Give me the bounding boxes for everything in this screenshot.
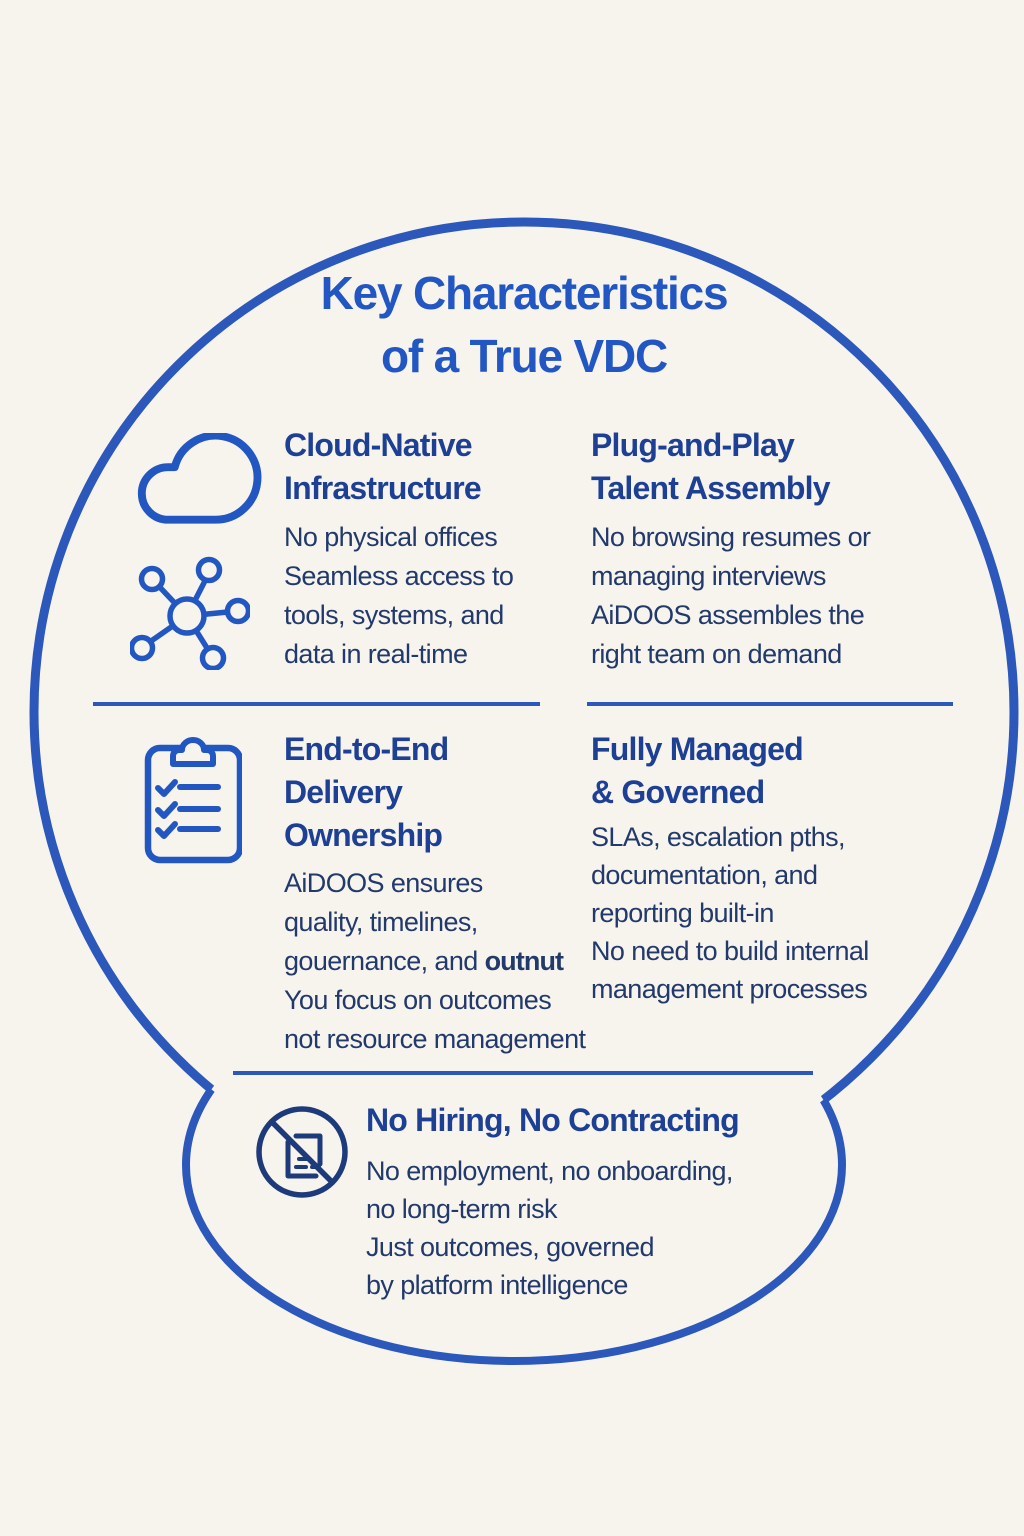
- body-line: No physical offices: [284, 522, 498, 552]
- body-line: quality, timelines,: [284, 907, 478, 937]
- body-line: right team on demand: [591, 639, 842, 669]
- body-line: SLAs, escalation pths,: [591, 822, 845, 852]
- body-line: management processes: [591, 974, 868, 1004]
- heading-plug-and-play: [591, 424, 931, 510]
- body-line: You focus on outcomes: [284, 985, 552, 1015]
- page-title-line2: of a True VDC: [380, 330, 667, 382]
- body-line: AiDOOS assembles the: [591, 600, 865, 630]
- page-title: [24, 262, 1024, 388]
- body-line: not resource management: [284, 1024, 586, 1054]
- body-cloud-native: [284, 518, 604, 674]
- body-line: managing interviews: [591, 561, 826, 591]
- heading-plug-and-play-line2: Talent Assembly: [591, 470, 830, 506]
- body-line: data in real-time: [284, 639, 468, 669]
- body-line: reporting built-in: [591, 898, 774, 928]
- body-line: Seamless access to: [284, 561, 514, 591]
- body-line: No browsing resumes or: [591, 522, 871, 552]
- heading-end-to-end-line2: Delivery: [284, 774, 403, 810]
- heading-end-to-end: [284, 728, 584, 857]
- heading-cloud-native: [284, 424, 604, 510]
- body-fragment: gouernance, and: [284, 946, 485, 976]
- heading-fully-managed-line2: & Governed: [591, 774, 765, 810]
- body-line: documentation, and: [591, 860, 818, 890]
- body-line: no long-term risk: [366, 1194, 557, 1224]
- no-document-icon: [254, 1104, 350, 1200]
- body-line: tools, systems, and: [284, 600, 504, 630]
- page-title-line1: Key Characteristics: [320, 267, 728, 319]
- heading-plug-and-play-line1: Plug-and-Play: [591, 427, 794, 463]
- body-plug-and-play: [591, 518, 931, 674]
- body-line: AiDOOS ensures: [284, 868, 483, 898]
- heading-end-to-end-line1: End-to-End: [284, 731, 449, 767]
- heading-cloud-native-line2: Infrastructure: [284, 470, 481, 506]
- heading-fully-managed: [591, 728, 931, 814]
- heading-no-hiring: No Hiring, No Contracting: [366, 1102, 739, 1138]
- cloud-icon: [131, 433, 263, 525]
- body-line: Just outcomes, governed: [366, 1232, 654, 1262]
- heading-fully-managed-line1: Fully Managed: [591, 731, 803, 767]
- clipboard-checklist-icon: [142, 726, 242, 866]
- body-line: No employment, no onboarding,: [366, 1156, 733, 1186]
- body-line: by platform intelligence: [366, 1270, 628, 1300]
- body-fully-managed: [591, 818, 941, 1008]
- body-no-hiring: [366, 1152, 806, 1304]
- heading-cloud-native-line1: Cloud-Native: [284, 427, 472, 463]
- body-end-to-end: [284, 864, 614, 1059]
- network-hub-icon: [130, 556, 250, 670]
- body-line: [284, 942, 614, 981]
- body-fragment-bold: outnut: [484, 946, 564, 976]
- heading-end-to-end-line3: Ownership: [284, 817, 443, 853]
- body-line: No need to build internal: [591, 936, 869, 966]
